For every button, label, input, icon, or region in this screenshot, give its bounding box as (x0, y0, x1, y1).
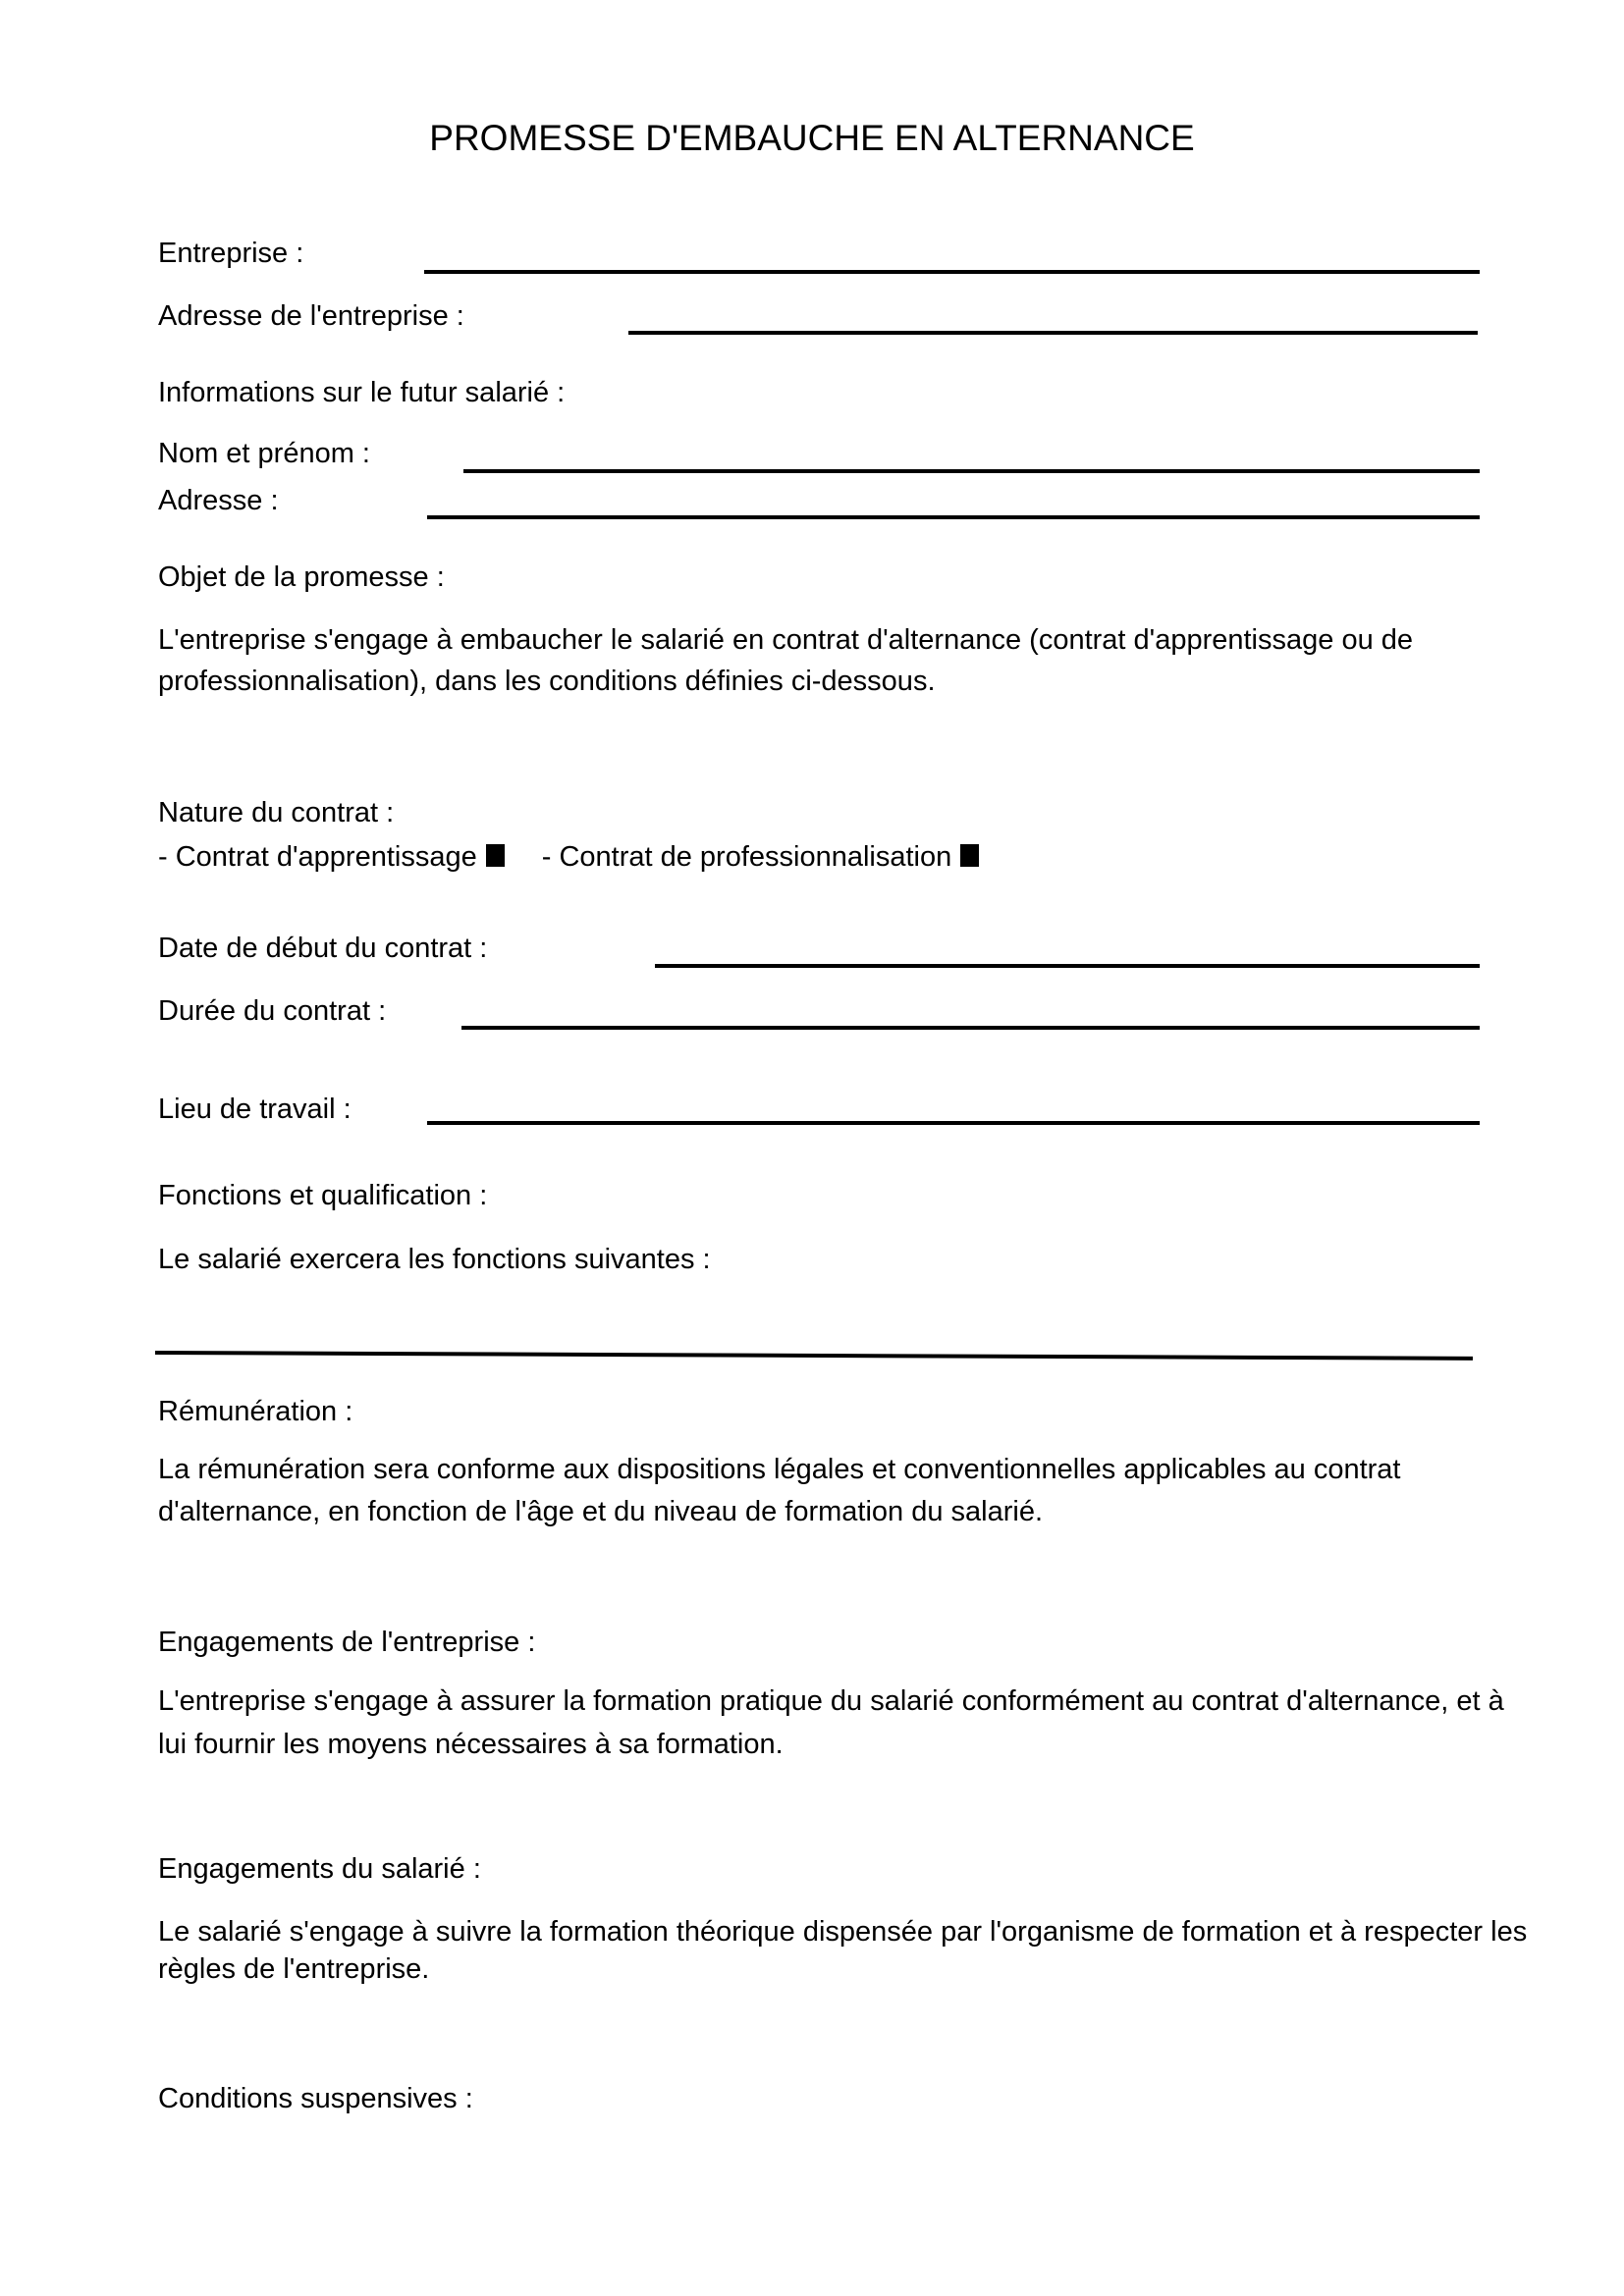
field-label-nom-prenom: Nom et prénom : (158, 438, 370, 469)
objet-paragraph-line-1: L'entreprise s'engage à embaucher le salarié en contrat d'alternance (contrat d'apprentissage ou de (158, 624, 1414, 656)
field-line-nom-prenom[interactable] (463, 469, 1480, 473)
option-contrat-apprentissage-label: - Contrat d'apprentissage (158, 841, 477, 873)
field-label-entreprise: Entreprise : (158, 238, 304, 269)
objet-paragraph-line-2: professionnalisation), dans les conditions définies ci-dessous. (158, 666, 936, 697)
field-label-date-debut: Date de début du contrat : (158, 933, 488, 964)
field-line-lieu-travail[interactable] (427, 1121, 1480, 1125)
field-line-date-debut[interactable] (655, 964, 1480, 968)
document-title: PROMESSE D'EMBAUCHE EN ALTERNANCE (429, 118, 1195, 158)
section-heading-conditions-suspensives: Conditions suspensives : (158, 2083, 473, 2114)
fonctions-intro-line: Le salarié exercera les fonctions suivantes : (158, 1244, 711, 1275)
field-label-duree-contrat: Durée du contrat : (158, 995, 387, 1027)
engagements-salarie-line-2: règles de l'entreprise. (158, 1953, 430, 1985)
field-label-lieu-travail: Lieu de travail : (158, 1094, 352, 1125)
professionnalisation-filled-square-checkbox-icon[interactable] (960, 844, 979, 867)
section-heading-nature-contrat: Nature du contrat : (158, 797, 395, 828)
field-line-duree-contrat[interactable] (461, 1026, 1480, 1030)
section-heading-remuneration: Rémunération : (158, 1396, 353, 1427)
option-contrat-professionnalisation (542, 841, 980, 873)
field-line-fonctions[interactable] (155, 1351, 1473, 1361)
section-heading-engagements-salarie: Engagements du salarié : (158, 1853, 481, 1885)
section-heading-infos-salarie: Informations sur le futur salarié : (158, 377, 566, 408)
field-line-entreprise[interactable] (424, 270, 1480, 274)
apprentissage-filled-square-checkbox-icon[interactable] (486, 844, 505, 867)
section-heading-objet: Objet de la promesse : (158, 561, 445, 593)
section-heading-engagements-entreprise: Engagements de l'entreprise : (158, 1627, 536, 1658)
section-heading-fonctions: Fonctions et qualification : (158, 1180, 488, 1211)
option-contrat-professionnalisation-label: - Contrat de professionnalisation (541, 841, 952, 873)
engagements-salarie-line-1: Le salarié s'engage à suivre la formation théorique dispensée par l'organisme de formation et à respecter les (158, 1916, 1528, 1948)
field-line-adresse-entreprise[interactable] (628, 331, 1478, 335)
option-contrat-apprentissage (158, 841, 505, 873)
field-line-adresse-salarie[interactable] (427, 515, 1480, 519)
remuneration-paragraph-line-1: La rémunération sera conforme aux dispositions légales et conventionnelles applicables au contrat (158, 1454, 1401, 1485)
contract-type-options-row (158, 840, 979, 875)
field-label-adresse-entreprise: Adresse de l'entreprise : (158, 300, 464, 332)
engagements-entreprise-line-1: L'entreprise s'engage à assurer la formation pratique du salarié conformément au contrat d'alternance, et à (158, 1685, 1504, 1717)
field-label-adresse-salarie: Adresse : (158, 485, 279, 516)
engagements-entreprise-line-2: lui fournir les moyens nécessaires à sa formation. (158, 1729, 784, 1760)
remuneration-paragraph-line-2: d'alternance, en fonction de l'âge et du niveau de formation du salarié. (158, 1496, 1044, 1527)
